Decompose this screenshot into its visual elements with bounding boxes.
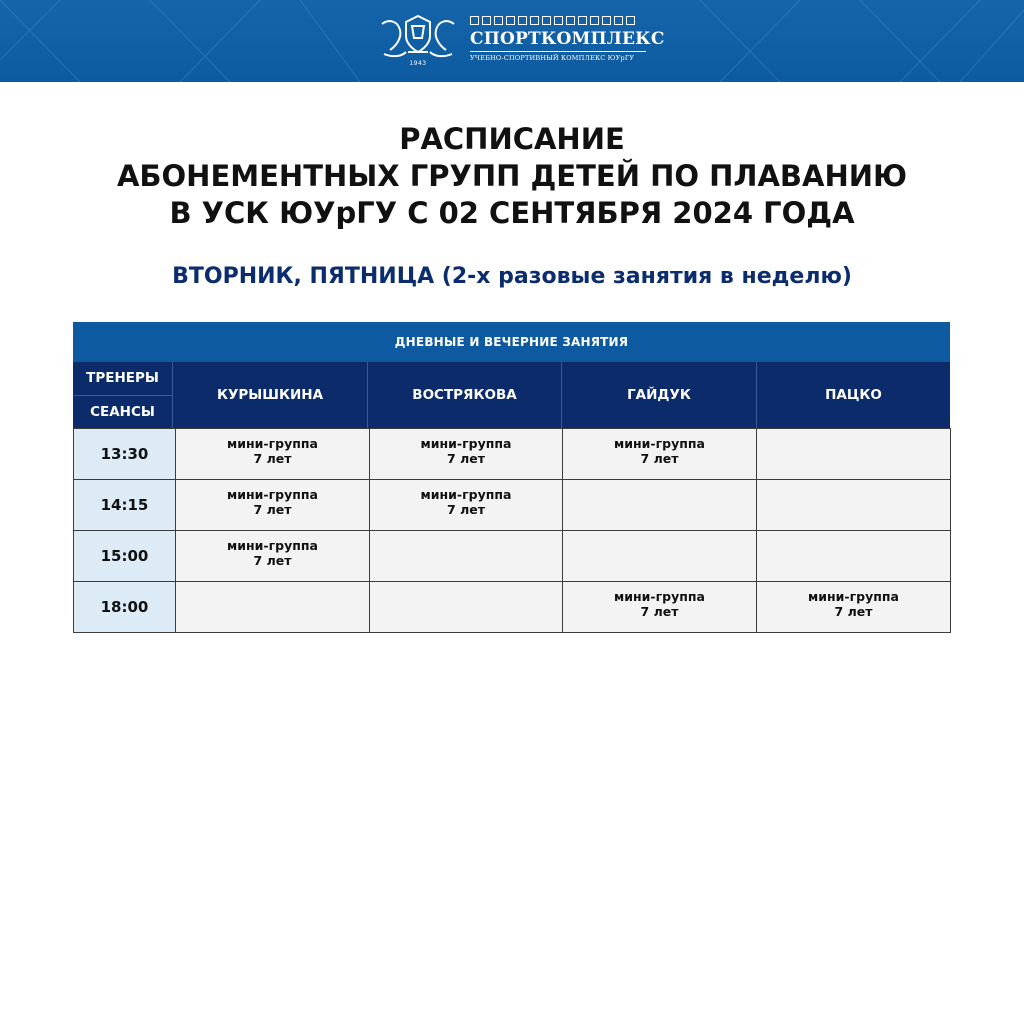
group-type: мини-группа: [227, 436, 318, 451]
university-emblem-icon: [376, 12, 460, 70]
schedule-days: ВТОРНИК, ПЯТНИЦА (2-х разовые занятия в неделю): [172, 264, 852, 289]
sport-icon: [506, 16, 515, 25]
schedule-cell: [370, 480, 563, 531]
schedule-cell: [757, 429, 951, 480]
sport-icon: [542, 16, 551, 25]
schedule-cell: [370, 531, 563, 582]
table-row: [74, 480, 951, 531]
session-time: 15:00: [74, 531, 176, 582]
schedule-grid: [73, 428, 951, 633]
schedule-cell: [563, 531, 757, 582]
group-age: 7 лет: [834, 604, 873, 619]
group-type: мини-группа: [420, 436, 512, 451]
group-type: мини-группа: [614, 436, 705, 451]
coach-header: ГАЙДУК: [562, 362, 757, 428]
sport-icon: [482, 16, 491, 25]
group-type: мини-группа: [420, 487, 512, 502]
sport-icon: [518, 16, 527, 25]
schedule-cell: [563, 480, 757, 531]
session-time: 14:15: [74, 480, 176, 531]
group-type: мини-группа: [808, 589, 899, 604]
corner-sessions-label: СЕАНСЫ: [90, 403, 155, 420]
sport-icon: [530, 16, 539, 25]
schedule-cell: [176, 429, 370, 480]
sport-icons-row: [470, 16, 665, 26]
group-age: 7 лет: [253, 451, 292, 466]
session-time: 18:00: [74, 582, 176, 633]
schedule-cell: [563, 582, 757, 633]
schedule-cell: [757, 480, 951, 531]
brand-name: СПОРТКОМПЛЕКС: [470, 29, 665, 49]
header-banner: [0, 0, 1024, 82]
group-type: мини-группа: [227, 538, 318, 553]
title-line: В УСК ЮУрГУ С 02 СЕНТЯБРЯ 2024 ГОДА: [169, 196, 855, 230]
title-line: РАСПИСАНИЕ: [399, 122, 625, 156]
brand-divider: [470, 51, 646, 52]
sport-icon: [614, 16, 623, 25]
group-age: 7 лет: [253, 553, 292, 568]
schedule-cell: [563, 429, 757, 480]
schedule-cell: [757, 531, 951, 582]
group-age: 7 лет: [640, 451, 679, 466]
logo-year: 1943: [409, 60, 427, 67]
schedule-cell: [370, 582, 563, 633]
table-banner: ДНЕВНЫЕ И ВЕЧЕРНИЕ ЗАНЯТИЯ: [73, 322, 950, 362]
header-corner: [73, 362, 173, 428]
session-time: 13:30: [74, 429, 176, 480]
table-row: [74, 429, 951, 480]
sport-icon: [494, 16, 503, 25]
schedule-cell: [176, 531, 370, 582]
sport-complex-logo: [376, 12, 665, 70]
group-age: 7 лет: [640, 604, 679, 619]
sport-icon: [578, 16, 587, 25]
group-age: 7 лет: [447, 451, 485, 466]
brand-block: [470, 12, 665, 62]
coach-header: ВОСТРЯКОВА: [368, 362, 562, 428]
table-row: [74, 531, 951, 582]
coach-header: ПАЦКО: [825, 387, 882, 403]
sport-icon: [626, 16, 635, 25]
schedule-cell: [757, 582, 951, 633]
group-type: мини-группа: [614, 589, 705, 604]
group-type: мини-группа: [227, 487, 318, 502]
schedule-cell: [176, 582, 370, 633]
sport-icon: [566, 16, 575, 25]
schedule-table: [73, 322, 950, 633]
group-age: 7 лет: [253, 502, 292, 517]
page-title: [0, 121, 1024, 232]
brand-subtitle: УЧЕБНО-СПОРТИВНЫЙ КОМПЛЕКС ЮУрГУ: [470, 54, 635, 62]
sport-icon: [590, 16, 599, 25]
schedule-cell: [176, 480, 370, 531]
corner-coaches-label: ТРЕНЕРЫ: [73, 362, 172, 396]
coach-header: КУРЫШКИНА: [173, 362, 368, 428]
sport-icon: [470, 16, 479, 25]
table-header-row: [73, 362, 950, 428]
schedule-cell: [370, 429, 563, 480]
title-line: АБОНЕМЕНТНЫХ ГРУПП ДЕТЕЙ ПО ПЛАВАНИЮ: [116, 159, 908, 193]
group-age: 7 лет: [447, 502, 485, 517]
sport-icon: [554, 16, 563, 25]
table-row: [74, 582, 951, 633]
sport-icon: [602, 16, 611, 25]
